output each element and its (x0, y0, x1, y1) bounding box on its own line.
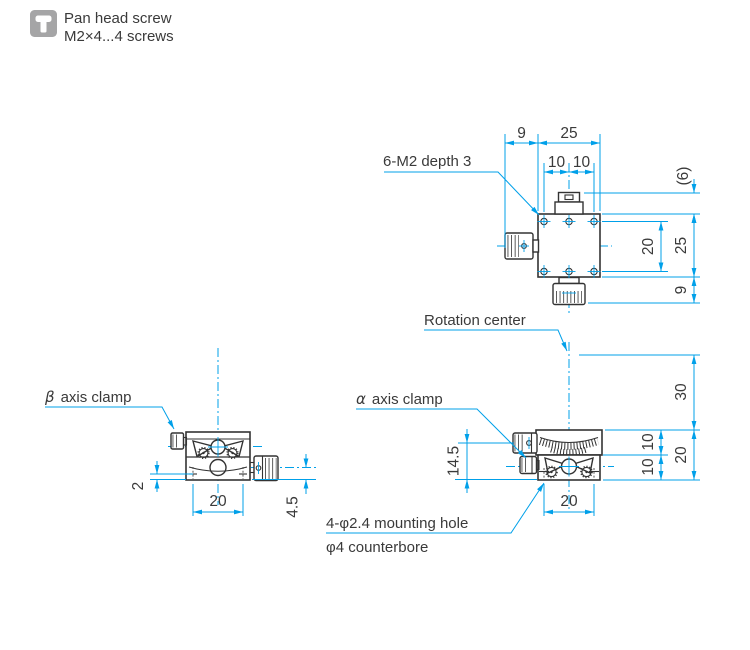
alpha-symbol: α (356, 390, 366, 408)
beta-clamp-leader (45, 407, 174, 429)
alpha-clamp-text: axis clamp (371, 391, 443, 408)
beta-clamp-text: axis clamp (60, 389, 132, 406)
alpha-clamp-leader (356, 409, 526, 458)
bottom-knob (553, 278, 585, 305)
legend-line2: M2×4...4 screws (64, 28, 174, 45)
rotation-center-leader (424, 330, 567, 351)
top-view (383, 125, 700, 316)
dim-top-9: 9 (517, 125, 526, 142)
dim-top-10-left: 10 (547, 154, 566, 171)
dim-top-10-right: 10 (572, 154, 591, 171)
beta-symbol: β (45, 388, 55, 406)
dim-front-20-height: 20 (673, 446, 690, 464)
dim-front-10-upper: 10 (640, 433, 657, 451)
side-drive-knob (250, 456, 278, 481)
dim-side-2: 2 (130, 481, 147, 491)
legend-line1: Pan head screw (64, 10, 172, 27)
beta-clamp-knob (171, 433, 187, 449)
dim-top-9-bottom: 9 (673, 285, 690, 295)
dim-side-20: 20 (209, 493, 227, 510)
side-view-centerlines (168, 348, 316, 505)
front-mechanism (539, 457, 599, 480)
legend (30, 10, 174, 45)
dim-front-10-lower: 10 (640, 458, 657, 476)
dim-front-20-pitch: 20 (560, 493, 578, 510)
mounting-hole-label: 4-φ2.4 mounting hole (326, 515, 469, 532)
dim-top-20: 20 (640, 237, 657, 256)
lower-bearing (210, 460, 226, 476)
alpha-clamp-knob (520, 457, 539, 474)
dim-top-25: 25 (560, 125, 578, 142)
front-drive-knob (513, 433, 537, 453)
pan-head-screw-icon-shaft (41, 21, 47, 33)
side-view (44, 348, 316, 518)
thread-note-label: 6-M2 depth 3 (383, 153, 472, 170)
dim-top-25-depth: 25 (673, 236, 690, 255)
alpha-clamp-label (356, 390, 443, 408)
top-view-extension-lines (505, 134, 700, 303)
thread-note-leader (384, 172, 539, 215)
beta-clamp-label (44, 388, 131, 406)
dim-top-6ref: (6) (675, 166, 692, 186)
dim-front-30: 30 (673, 383, 690, 401)
rotation-center-label: Rotation center (424, 312, 526, 329)
rotation-center-callout (424, 312, 567, 351)
top-knob (555, 193, 583, 215)
dim-front-14-5: 14.5 (445, 445, 463, 477)
counterbore-label: φ4 counterbore (326, 539, 429, 556)
dim-side-4-5: 4.5 (284, 496, 302, 518)
left-knob (505, 233, 539, 259)
front-view (326, 342, 700, 556)
front-view-centerlines (506, 342, 614, 512)
